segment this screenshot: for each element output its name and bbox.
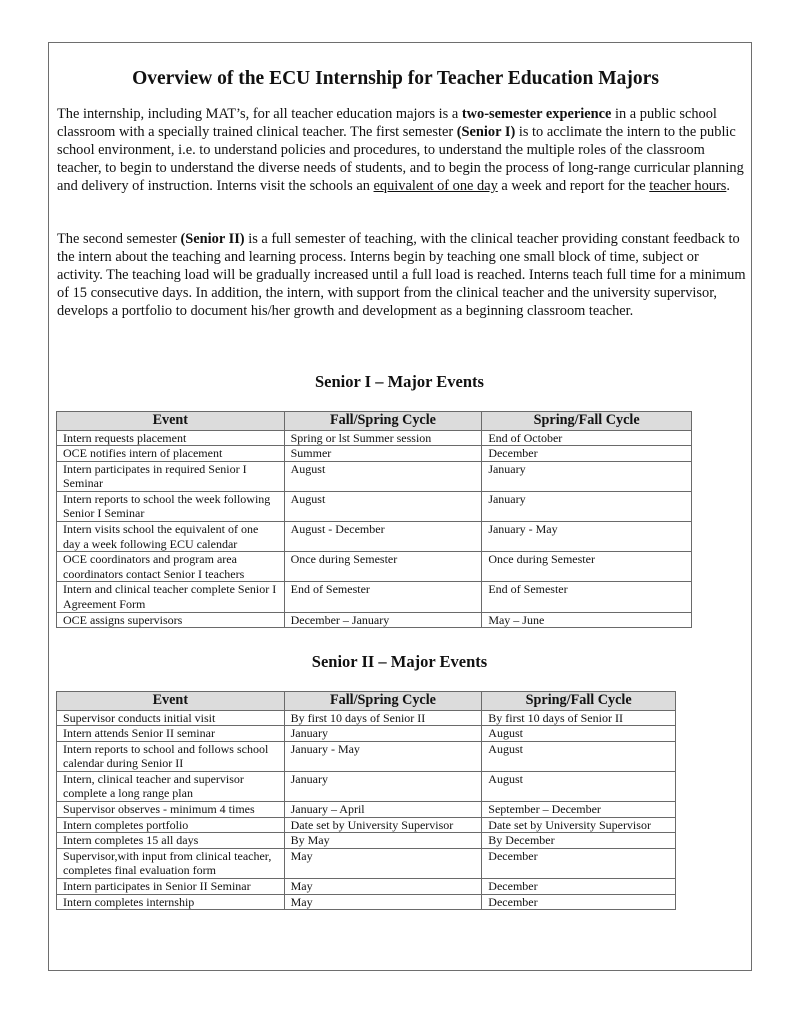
event-cell: Intern and clinical teacher complete Senior I Agreement Form [57, 582, 285, 612]
senior-1-events-table [56, 411, 692, 628]
spring-fall-cell: August [482, 726, 676, 742]
fall-spring-cell: Date set by University Supervisor [284, 817, 482, 833]
fall-spring-cell: August [284, 491, 482, 521]
bold-text: two-semester experience [461, 106, 612, 122]
table-row [57, 710, 676, 726]
event-cell: Supervisor observes - minimum 4 times [57, 802, 285, 818]
senior-2-heading: Senior II – Major Events [311, 652, 488, 671]
spring-fall-cell: By December [482, 833, 676, 849]
table-row [57, 552, 692, 582]
fall-spring-cell: August - December [284, 522, 482, 552]
table-row [57, 879, 676, 895]
spring-fall-cell: August [482, 771, 676, 801]
document-title: Overview of the ECU Internship for Teacher Education Majors [132, 68, 659, 89]
bold-text: (Senior I) [456, 124, 516, 140]
spring-fall-cell: End of Semester [482, 582, 692, 612]
table-row [57, 582, 692, 612]
column-header-spring-fall: Spring/Fall Cycle [482, 412, 692, 431]
spring-fall-cell: December [482, 894, 676, 910]
fall-spring-cell: Spring or lst Summer session [284, 430, 482, 446]
table-row [57, 461, 692, 491]
column-header-fall-spring: Fall/Spring Cycle [284, 412, 482, 431]
spring-fall-cell: May – June [482, 612, 692, 628]
fall-spring-cell: January [284, 726, 482, 742]
spring-fall-cell: Once during Semester [482, 552, 692, 582]
spring-fall-cell: December [482, 848, 676, 878]
table-row [57, 802, 676, 818]
event-cell: Intern completes 15 all days [57, 833, 285, 849]
fall-spring-cell: May [284, 879, 482, 895]
senior-1-heading: Senior I – Major Events [315, 372, 484, 391]
table-row [57, 833, 676, 849]
spring-fall-cell: December [482, 446, 692, 462]
event-cell: Intern completes internship [57, 894, 285, 910]
spring-fall-cell: August [482, 741, 676, 771]
text-run: is a full semester of teaching, with the clinical teacher providing constant feedback to the intern about the teaching and learning process. Interns begin by teaching one small block of time, subject or activity. The teaching load will be gradually increased until a full load is reached. Interns teach full time for a minimum of 15 consecutive days. In addition, the intern, with support from the clinical teacher and the university supervisor, develops a portfolio to document his/her growth and development as a beginning classroom teacher. [57, 231, 746, 319]
senior-2-events-table [56, 691, 676, 910]
column-header-event: Event [57, 692, 285, 711]
spring-fall-cell: January [482, 461, 692, 491]
table-header-row [57, 412, 692, 431]
event-cell: Intern visits school the equivalent of one day a week following ECU calendar [57, 522, 285, 552]
fall-spring-cell: By first 10 days of Senior II [284, 710, 482, 726]
event-cell: Intern, clinical teacher and supervisor complete a long range plan [57, 771, 285, 801]
text-run: The internship, including MAT’s, for all teacher education majors is a [57, 106, 462, 122]
fall-spring-cell: January – April [284, 802, 482, 818]
event-cell: Intern completes portfolio [57, 817, 285, 833]
fall-spring-cell: December – January [284, 612, 482, 628]
event-cell: Intern participates in Senior II Seminar [57, 879, 285, 895]
table-row [57, 430, 692, 446]
spring-fall-cell: By first 10 days of Senior II [482, 710, 676, 726]
fall-spring-cell: By May [284, 833, 482, 849]
table-row [57, 522, 692, 552]
event-cell: Supervisor,with input from clinical teacher, completes final evaluation form [57, 848, 285, 878]
table-row [57, 894, 676, 910]
text-run: a week and report for the [497, 178, 650, 194]
column-header-fall-spring: Fall/Spring Cycle [284, 692, 482, 711]
text-run: . [726, 178, 730, 194]
fall-spring-cell: May [284, 848, 482, 878]
column-header-event: Event [57, 412, 285, 431]
event-cell: Intern participates in required Senior I Seminar [57, 461, 285, 491]
text-run: is to acclimate the intern to the public school environment, i.e. to understand policies and procedures, to understand the multiple roles of the classroom teacher, to begin to understand the diverse needs of students, and to begin the process of long-range curricular planning and delivery of instruction. Interns visit the schools an [57, 124, 744, 194]
fall-spring-cell: Summer [284, 446, 482, 462]
spring-fall-cell: End of October [482, 430, 692, 446]
intro-paragraph-senior-1 [57, 105, 747, 195]
event-cell: OCE coordinators and program area coordinators contact Senior I teachers [57, 552, 285, 582]
fall-spring-cell: End of Semester [284, 582, 482, 612]
column-header-spring-fall: Spring/Fall Cycle [482, 692, 676, 711]
table-row [57, 771, 676, 801]
fall-spring-cell: January [284, 771, 482, 801]
spring-fall-cell: January [482, 491, 692, 521]
table-row [57, 741, 676, 771]
table-row [57, 491, 692, 521]
spring-fall-cell: January - May [482, 522, 692, 552]
event-cell: Intern attends Senior II seminar [57, 726, 285, 742]
table-row [57, 848, 676, 878]
table-header-row [57, 692, 676, 711]
event-cell: OCE assigns supervisors [57, 612, 285, 628]
bold-text: (Senior II) [180, 231, 245, 247]
spring-fall-cell: Date set by University Supervisor [482, 817, 676, 833]
fall-spring-cell: Once during Semester [284, 552, 482, 582]
text-run: The second semester [57, 231, 181, 247]
fall-spring-cell: May [284, 894, 482, 910]
fall-spring-cell: January - May [284, 741, 482, 771]
intro-paragraph-senior-2 [57, 230, 747, 320]
text-run: in a public school classroom with a specially trained clinical teacher. The first semester [57, 106, 717, 140]
underlined-text: equivalent of one day [373, 178, 498, 194]
underlined-text: teacher hours [649, 178, 727, 194]
event-cell: OCE notifies intern of placement [57, 446, 285, 462]
table-row [57, 726, 676, 742]
event-cell: Supervisor conducts initial visit [57, 710, 285, 726]
table-row [57, 612, 692, 628]
event-cell: Intern requests placement [57, 430, 285, 446]
spring-fall-cell: December [482, 879, 676, 895]
spring-fall-cell: September – December [482, 802, 676, 818]
table-row [57, 446, 692, 462]
event-cell: Intern reports to school and follows school calendar during Senior II [57, 741, 285, 771]
table-row [57, 817, 676, 833]
event-cell: Intern reports to school the week following Senior I Seminar [57, 491, 285, 521]
fall-spring-cell: August [284, 461, 482, 491]
